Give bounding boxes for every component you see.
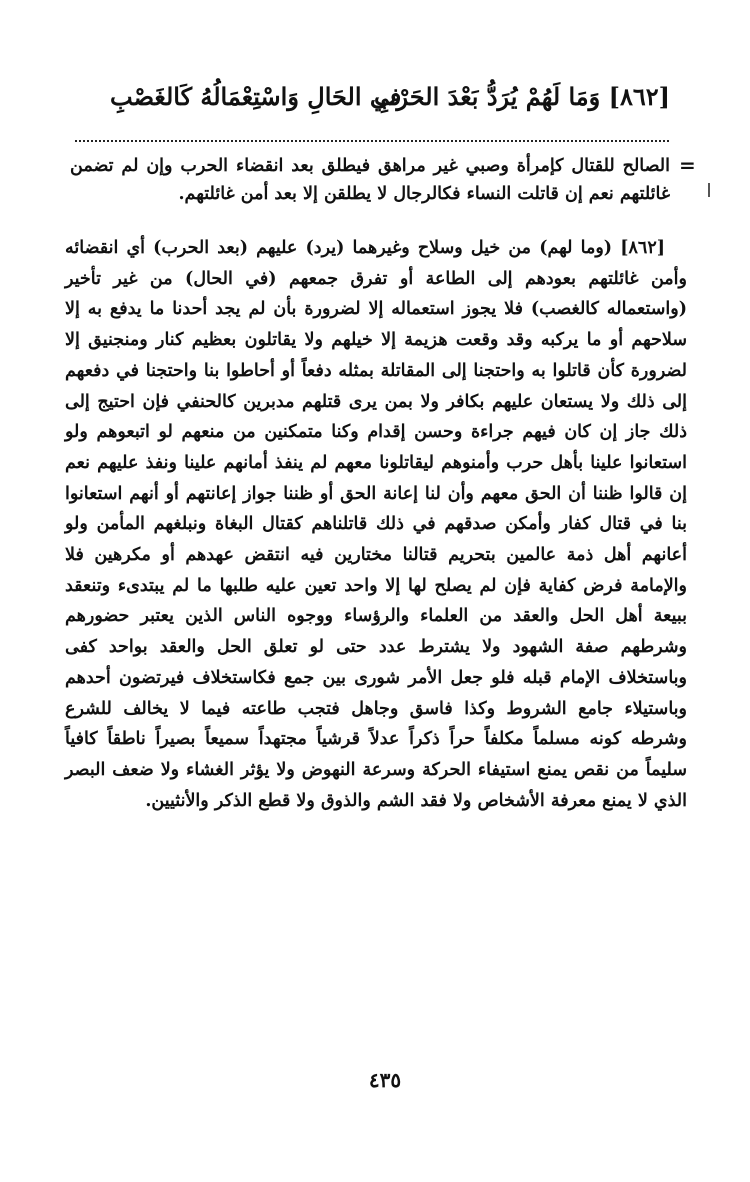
commentary-paragraph: [٨٦٢] (وما لهم) من خيل وسلاح وغيرهما (يرد) عليهم (بعد الحرب) أي انقضائه وأمن غائلتهم بعودهم إلى الطاعة أو تفرق جمعهم (في الحال) من غير تأخير (واستعماله كالغصب) فلا يجوز استعماله إلا لضرورة بأن لم يجد أحدنا ما يدفع به إلا سلاحهم أو ما يركبه وقد وقعت هزيمة إلا خيلهم ولا يقاتلون بعظيم كنار ومنجنيق إلا لضرورة كأن قاتلوا به واحتجنا إلى المقاتلة بمثله دفعاً أو أحاطوا بنا واحتجنا في دفعهم إلى ذلك ولا يستعان عليهم بكافر ولا بمن يرى قتلهم مدبرين كالحنفي فإن احتيج إلى ذلك جاز إن كان فيهم جراءة وحسن إقدام وكنا متمكنين من منعهم لو اتبعوهم ولو استعانوا علينا بأهل حرب وأمنوهم ليقاتلونا معهم لم ينفذ أمانهم علينا ونفذ عليهم نعم إن قالوا ظننا أن الحق معهم وأن لنا إعانة الحق أو ظننا جواز إعانتهم أو أنهم استعانوا بنا في قتال كفار وأمكن صدقهم في ذلك قاتلناهم كقتال البغاة ونبلغهم المأمن ولو أعانهم أهل ذمة عالمين بتحريم قتالنا مختارين فيه انتقض عهدهم أو مكرهين فلا والإمامة فرض كفاية فإن لم يصلح لها إلا واحد تعين عليه طلبها ما لم يبتدىء وتنعقد ببيعة أهل الحل والعقد من العلماء والرؤساء ووجوه الناس الذين يعتبر حضورهم وشرطهم صفة الشهود ولا يشترط عدد حتى لو تعلق الحل والعقد بواحد كفى وباستخلاف الإمام قبله فلو جعل الأمر شورى بين جمع فكاستخلاف فيرتضون أحدهم وباستيلاء جامع الشروط وكذا فاسق وجاهل فتجب طاعته فيما لا يخالف للشرع وشرطه كونه مسلماً مكلفاً حراً ذكراً عدلاً قرشياً مجتهداً سميعاً بصيراً ناطقاً كافياً سليماً من نقص يمنع استيفاء الحركة وسرعة النهوض ولا يؤثر الغشاء ولا ضعف البصر الذي لا يمنع معرفة الأشخاص ولا فقد الشم والذوق ولا قطع الذكر والأنثيين. xyxy=(65,238,687,811)
previous-commentary xyxy=(70,152,670,208)
matn-title: في الحَالِ وَاسْتِعْمَالُهُ كَالغَصْبِ xyxy=(110,82,402,111)
previous-commentary-text: الصالح للقتال كإمرأة وصبي غير مراهق فيطلق بعد انقضاء الحرب وإن لم تضمن غائلتهم نعم إن قاتلت النساء فكالرجال لا يطلقن إلا بعد أمن غائلتهم. xyxy=(70,156,670,204)
commentary-body xyxy=(65,233,687,816)
matn-verse: [٨٦٢] وَمَا لَهُمْ يُرَدُّ بَعْدَ الحَرْبِ xyxy=(373,82,670,111)
page-header xyxy=(110,82,670,122)
dotted-divider xyxy=(75,140,669,142)
page-number: ٤٣٥ xyxy=(368,1068,402,1092)
margin-mark xyxy=(708,183,710,197)
continuation-marker: = xyxy=(679,153,696,177)
